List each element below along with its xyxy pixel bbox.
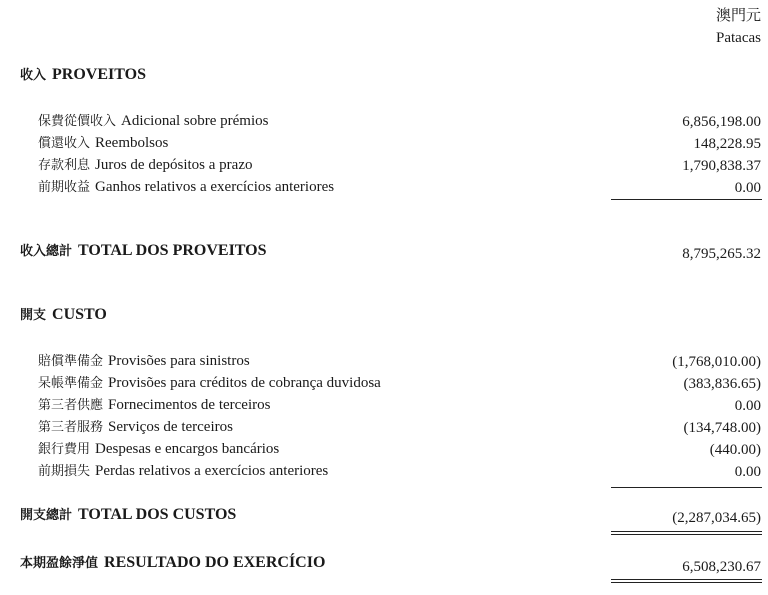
total-pt: TOTAL DOS CUSTOS xyxy=(78,506,237,523)
heading-zh: 收入 xyxy=(20,68,47,83)
line-item-amount: (1,768,010.00) xyxy=(672,354,761,370)
resultado-pt: RESULTADO DO EXERCÍCIO xyxy=(104,554,326,571)
heading-pt: PROVEITOS xyxy=(52,66,146,83)
currency-label-zh: 澳門元 xyxy=(715,8,761,24)
line-item-amount: 6,856,198.00 xyxy=(682,114,761,130)
line-item-amount: 0.00 xyxy=(734,180,761,196)
item-pt: Provisões para créditos de cobrança duvidosa xyxy=(108,375,381,391)
section-heading-custos xyxy=(20,304,107,324)
item-pt: Ganhos relativos a exercícios anteriores xyxy=(95,179,335,195)
section-heading-proveitos xyxy=(20,64,146,84)
resultado-zh: 本期盈餘淨值 xyxy=(20,556,99,571)
total-custos-amount: (2,287,034.65) xyxy=(672,510,761,526)
line-item-amount: (440.00) xyxy=(709,442,761,458)
item-zh: 銀行費用 xyxy=(38,442,91,457)
line-item-label xyxy=(38,438,279,458)
item-pt: Juros de depósitos a prazo xyxy=(95,157,253,173)
heading-zh: 開支 xyxy=(20,308,47,323)
subtotal-rule xyxy=(611,199,762,200)
line-item-label xyxy=(38,394,270,414)
line-item-label xyxy=(38,416,233,436)
line-item-label xyxy=(38,132,168,152)
currency-label-pt: Patacas xyxy=(716,30,761,46)
item-zh: 存款利息 xyxy=(38,158,91,173)
total-zh: 開支總計 xyxy=(20,508,73,523)
item-pt: Reembolsos xyxy=(95,135,169,151)
line-item-amount: 0.00 xyxy=(734,398,761,414)
line-item-label xyxy=(38,176,334,196)
item-zh: 償還收入 xyxy=(38,136,91,151)
item-pt: Fornecimentos de terceiros xyxy=(108,397,271,413)
line-item-label xyxy=(38,372,381,392)
item-pt: Perdas relativos a exercícios anteriores xyxy=(95,463,329,479)
total-pt: TOTAL DOS PROVEITOS xyxy=(78,242,267,259)
total-double-rule xyxy=(611,531,762,535)
resultado-amount: 6,508,230.67 xyxy=(682,559,761,575)
total-zh: 收入總計 xyxy=(20,244,73,259)
line-item-amount: (134,748.00) xyxy=(683,420,761,436)
subtotal-rule xyxy=(611,487,762,488)
item-zh: 保費從價收入 xyxy=(38,114,117,129)
line-item-label xyxy=(38,110,268,130)
line-item-amount: 0.00 xyxy=(734,464,761,480)
resultado-double-rule xyxy=(611,579,762,583)
line-item-amount: 1,790,838.37 xyxy=(682,158,761,174)
line-item-amount: (383,836.65) xyxy=(683,376,761,392)
item-zh: 呆帳準備金 xyxy=(38,376,104,391)
resultado-label xyxy=(20,552,325,572)
item-zh: 賠償準備金 xyxy=(38,354,104,369)
item-pt: Serviços de terceiros xyxy=(108,419,233,435)
line-item-amount: 148,228.95 xyxy=(693,136,761,152)
total-proveitos-label xyxy=(20,240,267,260)
item-zh: 第三者服務 xyxy=(38,420,104,435)
item-zh: 前期收益 xyxy=(38,180,91,195)
total-custos-label xyxy=(20,504,236,524)
item-zh: 前期損失 xyxy=(38,464,91,479)
item-zh: 第三者供應 xyxy=(38,398,104,413)
line-item-label xyxy=(38,154,252,174)
item-pt: Despesas e encargos bancários xyxy=(95,441,280,457)
line-item-label xyxy=(38,460,328,480)
heading-pt: CUSTO xyxy=(52,306,107,323)
item-pt: Adicional sobre prémios xyxy=(121,113,269,129)
line-item-label xyxy=(38,350,250,370)
item-pt: Provisões para sinistros xyxy=(108,353,250,369)
total-proveitos-amount: 8,795,265.32 xyxy=(682,246,761,262)
